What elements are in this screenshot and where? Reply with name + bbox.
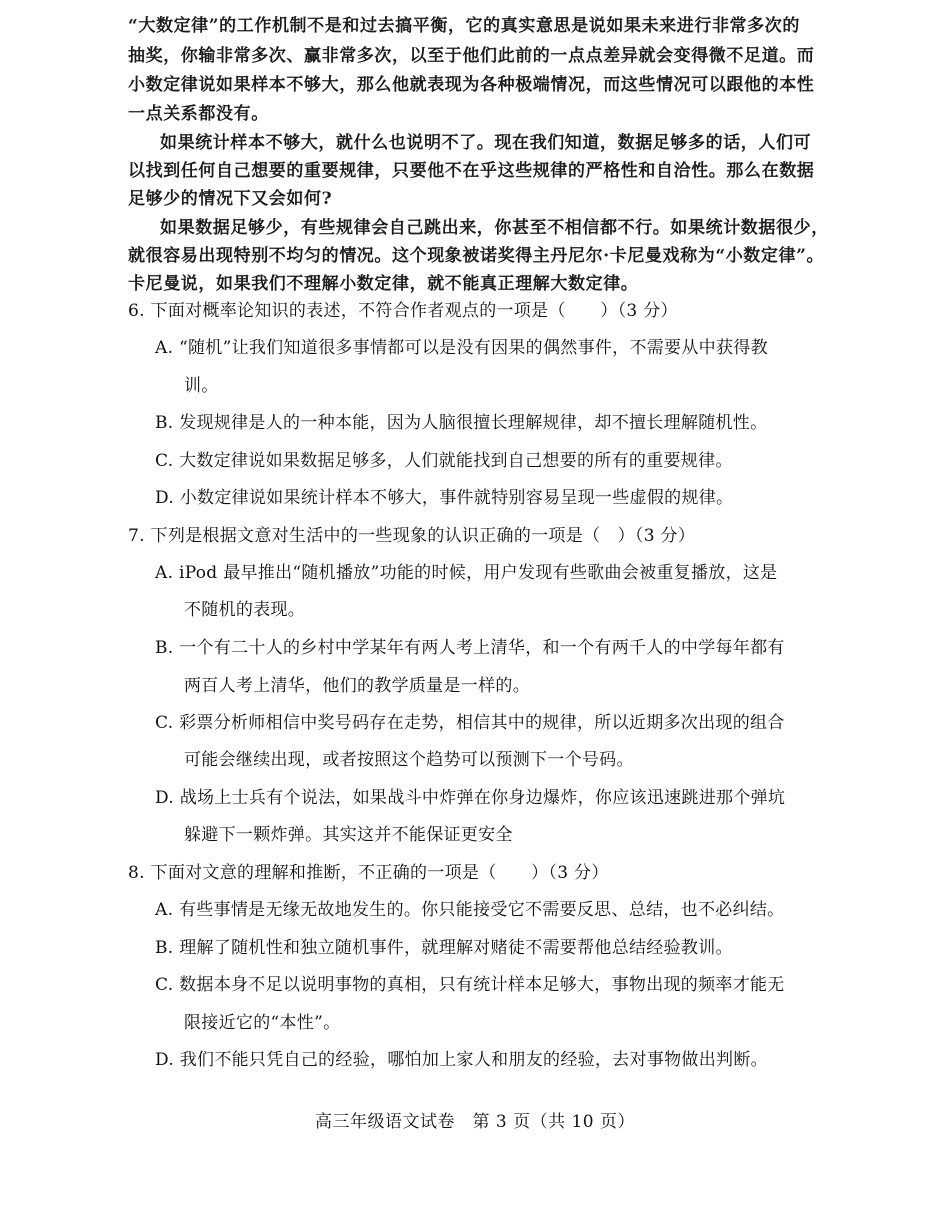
option-a-continuation: 不随机的表现。 — [184, 600, 306, 620]
option-c-continuation: 限接近它的“本性”。 — [184, 1013, 341, 1033]
option-c: C. 大数定律说如果数据足够多，人们就能找到自己想要的所有的重要规律。 — [155, 451, 733, 471]
option-b: B. 发现规律是人的一种本能，因为人脑很擅长理解规律，却不擅长理解随机性。 — [155, 413, 768, 433]
passage-line: 如果统计样本不够大，就什么也说明不了。现在我们知道，数据足够多的话，人们可 — [160, 133, 812, 153]
question-stem: 6. 下面对概率论知识的表述，不符合作者观点的一项是（ ）（3 分） — [128, 301, 678, 321]
option-a: A. iPod 最早推出“随机播放”功能的时候，用户发现有些歌曲会被重复播放，这是 — [155, 563, 778, 583]
option-c: C. 彩票分析师相信中奖号码存在走势，相信其中的规律，所以近期多次出现的组合 — [155, 713, 785, 733]
passage-line: 卡尼曼说，如果我们不理解小数定律，就不能真正理解大数定律。 — [128, 274, 639, 294]
passage-line: 足够少的情况下又会如何? — [128, 189, 333, 209]
option-d-continuation: 躲避下一颗炸弹。其实这并不能保证更安全 — [184, 825, 513, 845]
option-b: B. 理解了随机性和独立随机事件，就理解对赌徒不需要帮他总结经验教训。 — [155, 938, 733, 958]
passage-line: 如果数据足够少，有些规律会自己跳出来，你甚至不相信都不行。如果统计数据很少， — [160, 218, 829, 238]
option-a: A. 有些事情是无缘无故地发生的。你只能接受它不需要反思、总结，也不必纠结。 — [155, 900, 785, 920]
question-stem: 7. 下列是根据文意对生活中的一些现象的认识正确的一项是（ ）（3 分） — [128, 526, 696, 546]
passage-line: 小数定律说如果样本不够大，那么他就表现为各种极端情况，而这些情况可以跟他的本性 — [128, 75, 815, 95]
option-b-continuation: 两百人考上清华，他们的教学质量是一样的。 — [184, 676, 530, 696]
option-d: D. 战场上士兵有个说法，如果战斗中炸弹在你身边爆炸，你应该迅速跳进那个弹坑 — [155, 788, 786, 808]
option-a: A. “随机”让我们知道很多事情都可以是没有因果的偶然事件，不需要从中获得教 — [155, 338, 768, 358]
passage-line: 就很容易出现特别不均匀的情况。这个现象被诺奖得主丹尼尔·卡尼曼戏称为“小数定律”。 — [128, 246, 825, 266]
question-stem: 8. 下面对文意的理解和推断，不正确的一项是（ ）（3 分） — [128, 863, 609, 883]
option-d: D. 小数定律说如果统计样本不够大，事件就特别容易呈现一些虚假的规律。 — [155, 488, 734, 508]
option-d: D. 我们不能只凭自己的经验，哪怕加上家人和朋友的经验，去对事物做出判断。 — [155, 1050, 768, 1070]
option-c-continuation: 可能会继续出现，或者按照这个趋势可以预测下一个号码。 — [184, 750, 634, 770]
passage-line: 一点关系都没有。 — [128, 104, 269, 124]
option-c: C. 数据本身不足以说明事物的真相，只有统计样本足够大，事物出现的频率才能无 — [155, 975, 785, 995]
passage-line: 以找到任何自己想要的重要规律，只要他不在乎这些规律的严格性和自洽性。那么在数据 — [128, 161, 815, 181]
passage-line: 抽奖，你输非常多次、赢非常多次，以至于他们此前的一点点差异就会变得微不足道。而 — [128, 46, 815, 66]
passage-line: “大数定律”的工作机制不是和过去搞平衡，它的真实意思是说如果未来进行非常多次的 — [128, 16, 800, 36]
page-footer: 高三年级语文试卷 第 3 页（共 10 页） — [314, 1112, 636, 1132]
option-b: B. 一个有二十人的乡村中学某年有两人考上清华，和一个有两千人的中学每年都有 — [155, 638, 785, 658]
option-a-continuation: 训。 — [184, 376, 219, 396]
